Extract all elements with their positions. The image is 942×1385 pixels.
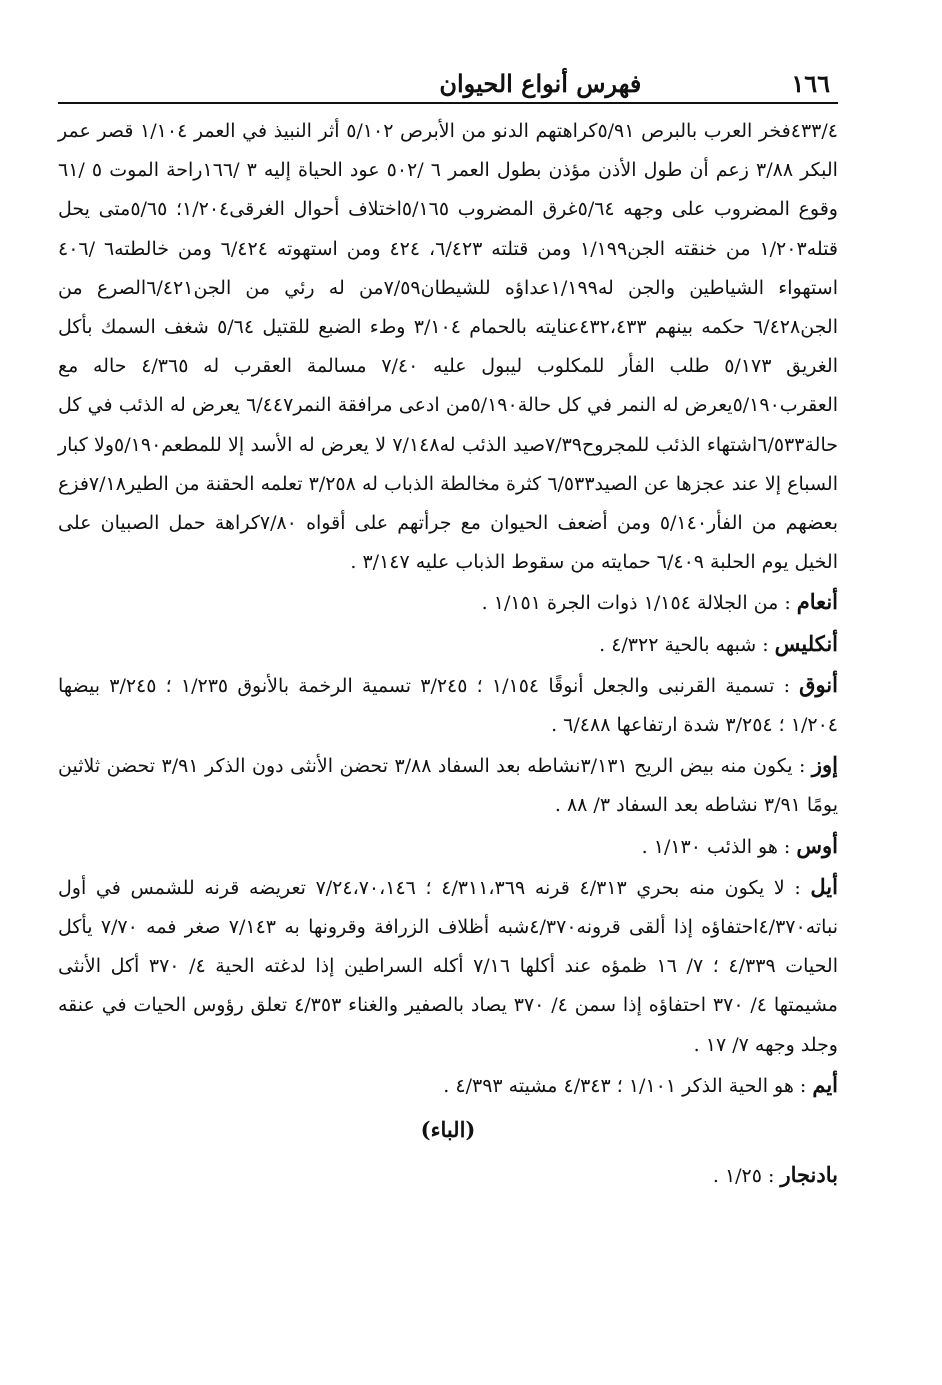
index-entry-ankalis <box>58 624 838 665</box>
entry-term: أيم <box>812 1071 838 1097</box>
index-entry-iwazz <box>58 745 838 825</box>
continued-entry-text: ٤٣٣/٤فخر العرب بالبرص ٥/٩١كراهتهم الدنو من الأبرص ٥/١٠٢ أثر النبيذ في العمر ١/١٠٤ قصر عمر البكر ٣/٨٨ زعم أن طول الأذن مؤذن بطول العمر ٦ /٥٠٢ عود الحياة إليه ٣ /١٦٦راحة الموت ٥ /٦١ وقوع المضروب على وجهه ٥/٦٤غرق المضروب ٥/١٦٥اختلاف أحوال الغرقى١/٢٠٤؛ ٥/٦٥متى يحل قتله١/٢٠٣ من خنقته الجن١/١٩٩ ومن قتلته ٦/٤٢٣، ٤٢٤ ومن استهوته ٦/٤٢٤ ومن خالطته٦ /٤٠٦ استهواء الشياطين والجن له١/١٩٩عداؤه للشيطان٧/٥٩من له رئي من الجن٦/٤٢١الصرع من الجن٦/٤٢٨ حكمه بينهم ٤٣٢،٤٣٣عنايته بالحمام ٣/١٠٤ وطء الضبع للقتيل ٥/٦٤ شغف السمك بأكل الغريق ٥/١٧٣ طلب الفأر للمكلوب ليبول عليه ٧/٤٠ مسالمة العقرب له ٤/٣٦٥ حاله مع العقرب٥/١٩٠يعرض له النمر في كل حالة٥/١٩٠من ادعى مرافقة النمر٦/٤٤٧ يعرض له الذئب في كل حالة٦/٥٣٣اشتهاء الذئب للمجروح٧/٣٩صيد الذئب له٧/١٤٨ لا يعرض له الأسد إلا للمطعم٥/١٩٠ولا كبار السباع إلا عند عجزها عن الصيد٦/٥٣٣ كثرة مخالطة الذباب له ٣/٢٥٨ تعلمه الحقنة من الطير٧/١٨فزع بعضهم من الفأر٥/١٤٠ ومن أضعف الحيوان مع جرأتهم على أقواه ٧/٨٠كراهة حمل الصبيان على الخيل يوم الحلبة ٦/٤٠٩ حمايته من سقوط الذباب عليه ٣/١٤٧ . <box>58 120 839 574</box>
page-number: ١٦٦ <box>791 69 830 98</box>
entry-text: : هو الذئب ١/١٣٠ . <box>641 835 797 858</box>
index-entry-ayyil <box>58 867 838 1065</box>
book-page <box>58 58 838 1196</box>
section-heading: (الباء) <box>420 1117 476 1143</box>
page-header <box>58 58 838 104</box>
index-body <box>58 112 838 1196</box>
entry-text: : لا يكون منه بحري ٤/٣١٣ قرنه ٤/٣١١،٣٦٩ ؛ ٧/٢٤،٧٠،١٤٦ تعريضه قرنه للشمس في أول نباته٤/٣٧٠احتفاؤه إذا ألقى قرونه٤/٣٧٠شبه أظلاف الزرافة وقرونها به ٧/١٤٣ صغر فمه ٧/٧٠ يأكل الحيات ٤/٣٣٩ ؛ ٧/ ١٦ ظمؤه عند أكلها ٧/١٦ أكله السراطين إذا لدغته الحية ٤/ ٣٧٠ أكل الأنثى مشيمتها ٤/ ٣٧٠ احتفاؤه إذا سمن ٤/ ٣٧٠ يصاد بالصفير والغناء ٤/٣٥٣ تعلق رؤوس الحيات في عنقه وجلد وجهه ٧/ ١٧ . <box>58 876 838 1056</box>
entry-text: : هو الحية الذكر ١/١٠١ ؛ ٤/٣٤٣ مشيته ٤/٣٩٣ . <box>443 1074 813 1097</box>
entry-term: إوز <box>811 752 838 778</box>
entry-text: : تسمية القرنبى والجعل أنوقًا ١/١٥٤ ؛ ٣/٢٤٥ تسمية الرخمة بالأنوق ١/٢٣٥ ؛ ٣/٢٤٥ بيضها ١/٢٠٤ ؛ ٣/٢٥٤ شدة ارتفاعها ٦/٤٨٨ . <box>58 674 838 737</box>
entry-text: : يكون منه بيض الريح ٣/١٣١نشاطه بعد السفاد ٣/٨٨ تحضن الأنثى دون الذكر ٣/٩١ تحضن ثلاثين يومًا ٣/٩١ نشاطه بعد السفاد ٣/ ٨٨ . <box>58 755 838 817</box>
index-entry-ayyim <box>58 1065 838 1106</box>
entry-term: أنكليس <box>774 630 838 656</box>
entry-text: : شبهه بالحية ٤/٣٢٢ . <box>599 633 775 656</box>
entry-term: أيل <box>810 873 838 899</box>
running-title: فهرس أنواع الحيوان <box>439 69 642 98</box>
index-entry-anuq <box>58 665 838 745</box>
entry-term: أنوق <box>799 671 838 697</box>
index-entry-badinjar <box>58 1155 838 1196</box>
entry-term: أوس <box>796 832 838 858</box>
entry-term: بادنجار <box>780 1162 838 1188</box>
index-entry-anaam <box>58 582 838 623</box>
index-entry-aws <box>58 826 838 867</box>
entry-text: : من الجلالة ١/١٥٤ ذوات الجرة ١/١٥١ . <box>481 592 797 615</box>
entry-term: أنعام <box>796 589 838 615</box>
entry-text: : ١/٢٥ . <box>712 1165 781 1188</box>
